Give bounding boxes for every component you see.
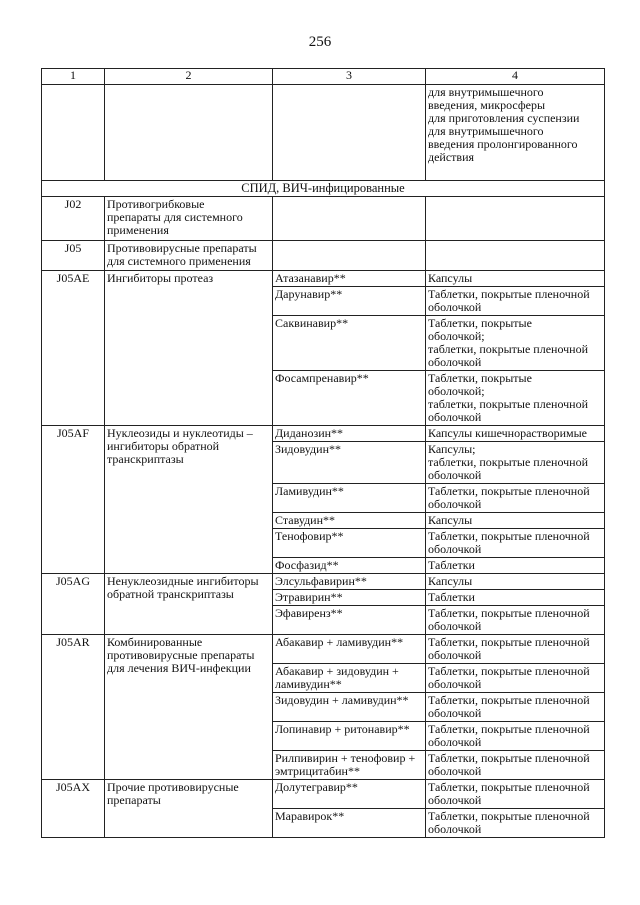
table-row: [42, 780, 605, 809]
continuation-cell-1: [42, 85, 105, 181]
section-title: СПИД, ВИЧ-инфицированные: [42, 181, 605, 197]
drug-form: Таблетки, покрытые пленочной оболочкой: [426, 664, 605, 693]
drug-name: Зидовудин**: [273, 442, 426, 484]
group-code: J05AX: [42, 780, 105, 838]
drug-name: Элсульфавирин**: [273, 574, 426, 590]
column-header-3: 3: [273, 69, 426, 85]
group-code: J05AR: [42, 635, 105, 780]
drug-form: Таблетки, покрытые пленочной оболочкой: [426, 751, 605, 780]
drug-form: Таблетки, покрытые пленочной оболочкой: [426, 780, 605, 809]
drug-form: Таблетки: [426, 590, 605, 606]
drug-form: Таблетки: [426, 558, 605, 574]
drug-name: Саквинавир**: [273, 316, 426, 371]
drug-name: Лопинавир + ритонавир**: [273, 722, 426, 751]
drug-form: Таблетки, покрытые пленочной оболочкой: [426, 635, 605, 664]
drug-table: [41, 68, 605, 838]
drug-form: Капсулы: [426, 513, 605, 529]
drug-form: Капсулы: [426, 271, 605, 287]
group-code: J05AE: [42, 271, 105, 426]
group-code: J02: [42, 197, 105, 241]
group-name: Комбинированные противовирусные препараты для лечения ВИЧ-инфекции: [105, 635, 273, 780]
drug-form: Капсулы: [426, 574, 605, 590]
group-name: Ненуклеозидные ингибиторы обратной транскриптазы: [105, 574, 273, 635]
column-header-2: 2: [105, 69, 273, 85]
drug-form-empty: [426, 241, 605, 271]
continuation-cell-3: [273, 85, 426, 181]
drug-name: Ставудин**: [273, 513, 426, 529]
group-code: J05AF: [42, 426, 105, 574]
drug-name: Маравирок**: [273, 809, 426, 838]
drug-form: Таблетки, покрытые пленочной оболочкой: [426, 484, 605, 513]
drug-form: Таблетки, покрытые оболочкой; таблетки, покрытые пленочной оболочкой: [426, 371, 605, 426]
drug-name: Фосампренавир**: [273, 371, 426, 426]
group-name: Нуклеозиды и нуклеотиды – ингибиторы обратной транскриптазы: [105, 426, 273, 574]
drug-name: Диданозин**: [273, 426, 426, 442]
group-code: J05: [42, 241, 105, 271]
continuation-form: для внутримышечного введения, микросферы для приготовления суспензии для внутримышечного введения пролонгированного действия: [426, 85, 605, 181]
drug-name: Фосфазид**: [273, 558, 426, 574]
drug-name: Тенофовир**: [273, 529, 426, 558]
table-row: [42, 574, 605, 590]
drug-form: Таблетки, покрытые пленочной оболочкой: [426, 606, 605, 635]
drug-name: Дарунавир**: [273, 287, 426, 316]
drug-name-empty: [273, 197, 426, 241]
table-row: [42, 426, 605, 442]
table-row: [42, 271, 605, 287]
drug-name: Этравирин**: [273, 590, 426, 606]
drug-form: Таблетки, покрытые оболочкой; таблетки, покрытые пленочной оболочкой: [426, 316, 605, 371]
table-row: [42, 197, 605, 241]
drug-form: Таблетки, покрытые пленочной оболочкой: [426, 809, 605, 838]
drug-name: Долутегравир**: [273, 780, 426, 809]
group-name: Ингибиторы протеаз: [105, 271, 273, 426]
column-header-4: 4: [426, 69, 605, 85]
drug-name: Рилпивирин + тенофовир + эмтрицитабин**: [273, 751, 426, 780]
table-header-row: [42, 69, 605, 85]
column-header-1: 1: [42, 69, 105, 85]
group-name: Прочие противовирусные препараты: [105, 780, 273, 838]
drug-form: Капсулы; таблетки, покрытые пленочной оболочкой: [426, 442, 605, 484]
drug-name: Абакавир + зидовудин + ламивудин**: [273, 664, 426, 693]
drug-form: Таблетки, покрытые пленочной оболочкой: [426, 722, 605, 751]
drug-name: Атазанавир**: [273, 271, 426, 287]
drug-name: Абакавир + ламивудин**: [273, 635, 426, 664]
group-name: Противовирусные препараты для системного применения: [105, 241, 273, 271]
section-row: [42, 181, 605, 197]
drug-form: Таблетки, покрытые пленочной оболочкой: [426, 287, 605, 316]
drug-form-empty: [426, 197, 605, 241]
group-name: Противогрибковые препараты для системного применения: [105, 197, 273, 241]
group-code: J05AG: [42, 574, 105, 635]
drug-name: Эфавиренз**: [273, 606, 426, 635]
drug-name: Ламивудин**: [273, 484, 426, 513]
table-row: [42, 241, 605, 271]
drug-form: Таблетки, покрытые пленочной оболочкой: [426, 529, 605, 558]
drug-form: Таблетки, покрытые пленочной оболочкой: [426, 693, 605, 722]
drug-form: Капсулы кишечнорастворимые: [426, 426, 605, 442]
drug-name: Зидовудин + ламивудин**: [273, 693, 426, 722]
drug-name-empty: [273, 241, 426, 271]
table-row: [42, 635, 605, 664]
page-number: 256: [308, 34, 332, 50]
continuation-row: [42, 85, 605, 181]
continuation-cell-2: [105, 85, 273, 181]
